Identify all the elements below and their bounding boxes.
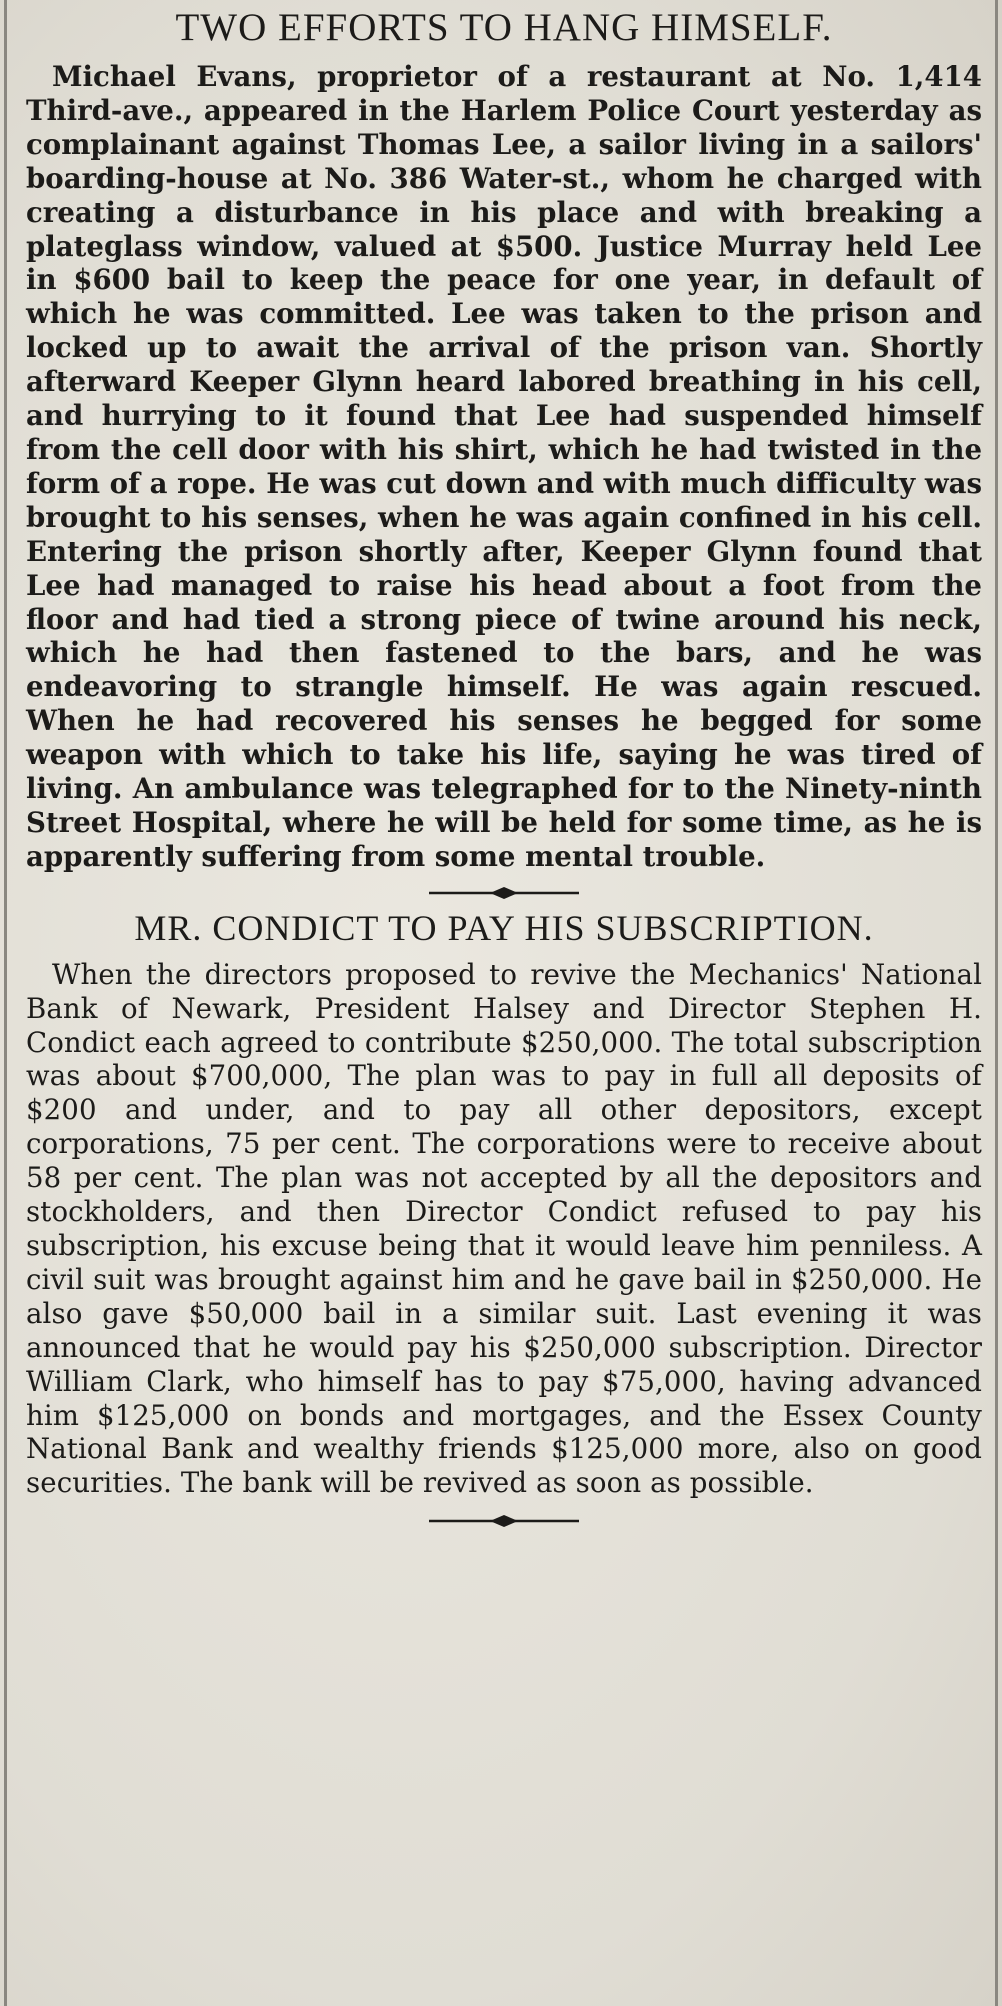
article-headline: MR. CONDICT TO PAY HIS SUBSCRIPTION. xyxy=(134,907,874,948)
article-body: When the directors proposed to revive the Mechanics' National Bank of Newark, President Halsey and Director Stephen H. Condict each agreed to contribute $250,000. The total subscription was about $700,000, The plan was to pay in full all deposits of $200 and under, and to pay all other depositors, except corporations, 75 per cent. The corporations were to receive about 58 per cent. The plan was not accepted by all the depositors and stockholders, and then Director Condict refused to pay his subscription, his excuse being that it would leave him penniless. A civil suit was brought against him and he gave bail in $250,000. He also gave $50,000 bail in a similar suit. Last evening it was announced that he would pay his $250,000 subscription. Director William Clark, who himself has to pay $75,000, having advanced him $125,000 on bonds and mortgages, and the Essex County National Bank and wealthy friends $125,000 more, also on good securities. The bank will be revived as soon as possible. xyxy=(26,957,982,1500)
article-divider xyxy=(429,1514,579,1528)
article-divider xyxy=(429,886,579,900)
column-rule-right xyxy=(995,0,998,2006)
article-condict-subscription xyxy=(26,902,982,1501)
newspaper-column xyxy=(26,2,982,1528)
column-rule-left xyxy=(4,0,7,2006)
article-body: Michael Evans, proprietor of a restaurant at No. 1,414 Third-ave., appeared in the Harlem Police Court yesterday as complainant against Thomas Lee, a sailor living in a sailors' boarding-house at No. 386 Water-st., whom he charged with creating a disturbance in his place and with breaking a plateglass window, valued at $500. Justice Murray held Lee in $600 bail to keep the peace for one year, in default of which he was committed. Lee was taken to the prison and locked up to await the arrival of the prison van. Shortly afterward Keeper Glynn heard labored breathing in his cell, and hurrying to it found that Lee had suspended himself from the cell door with his shirt, which he had twisted in the form of a rope. He was cut down and with much difficulty was brought to his senses, when he was again confined in his cell. Entering the prison shortly after, Keeper Glynn found that Lee had managed to raise his head about a foot from the floor and had tied a strong piece of twine around his neck, which he had then fastened to the bars, and he was endeavoring to strangle himself. He was again rescued. When he had recovered his senses he begged for some weapon with which to take his life, saying he was tired of living. An ambulance was telegraphed for to the Ninety-ninth Street Hospital, where he will be held for some time, as he is apparently suffering from some mental trouble. xyxy=(26,60,982,873)
article-two-efforts xyxy=(26,2,982,874)
article-headline: TWO EFFORTS TO HANG HIMSELF. xyxy=(175,6,833,49)
